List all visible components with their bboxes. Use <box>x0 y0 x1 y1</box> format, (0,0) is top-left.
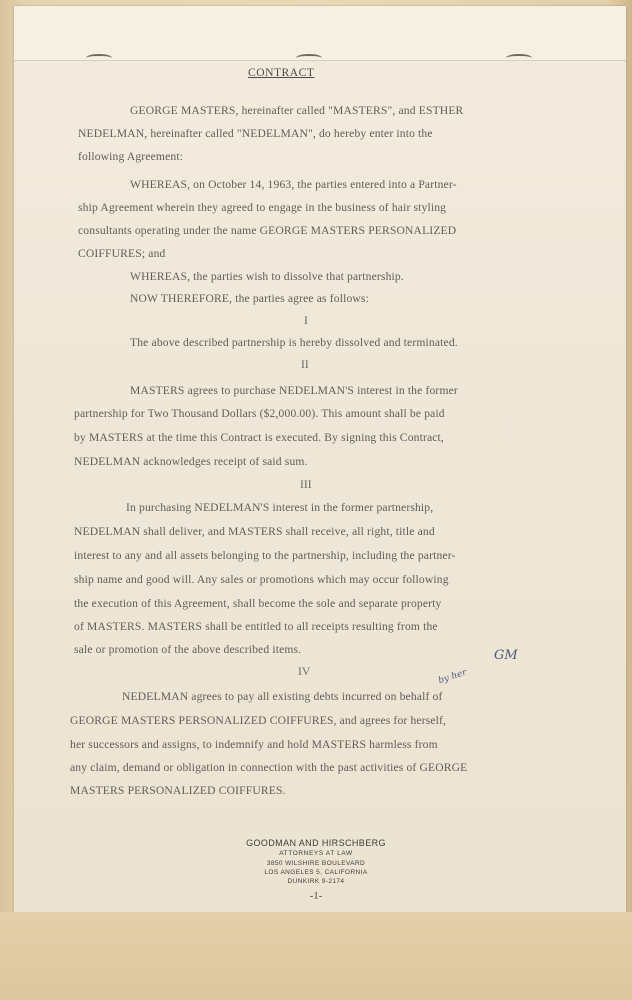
bottom-backing-strip <box>0 912 632 1000</box>
text-line: by MASTERS at the time this Contract is executed. By signing this Contract, <box>74 431 444 444</box>
text-line: WHEREAS, the parties wish to dissolve that partnership. <box>130 270 404 283</box>
page-top-fold <box>14 6 626 61</box>
text-line: following Agreement: <box>78 150 184 163</box>
text-line: consultants operating under the name GEORGE MASTERS PERSONALIZED <box>78 224 457 237</box>
text-line: sale or promotion of the above described items. <box>74 643 302 656</box>
text-line: MASTERS agrees to purchase NEDELMAN'S interest in the former <box>130 384 458 397</box>
firm-address: 3850 WILSHIRE BOULEVARD <box>266 860 366 867</box>
text-line: NEDELMAN, hereinafter called "NEDELMAN", do hereby enter into the <box>78 127 433 140</box>
text-line: interest to any and all assets belonging to the partnership, including the partner- <box>74 549 456 562</box>
firm-line: ATTORNEYS AT LAW <box>279 850 353 857</box>
staple-left <box>86 54 112 62</box>
section-number: IV <box>298 665 311 678</box>
handwritten-interlineation: by her <box>437 667 468 687</box>
firm-phone: DUNKIRK 9-2174 <box>287 878 345 885</box>
text-line: COIFFURES; and <box>78 247 166 260</box>
text-line: WHEREAS, on October 14, 1963, the parties entered into a Partner- <box>130 178 457 191</box>
text-line: GEORGE MASTERS, hereinafter called "MASTERS", and ESTHER <box>130 104 464 117</box>
text-line: NEDELMAN acknowledges receipt of said sum. <box>74 455 308 468</box>
law-firm-name: GOODMAN AND HIRSCHBERG <box>246 838 386 848</box>
text-line: NOW THEREFORE, the parties agree as follows: <box>130 292 369 305</box>
text-line: The above described partnership is hereby dissolved and terminated. <box>130 336 458 349</box>
section-number: III <box>300 478 312 491</box>
text-line: of MASTERS. MASTERS shall be entitled to all receipts resulting from the <box>74 620 438 633</box>
text-line: NEDELMAN shall deliver, and MASTERS shall receive, all right, title and <box>74 525 435 538</box>
contract-title: CONTRACT <box>248 66 315 79</box>
text-line: the execution of this Agreement, shall become the sole and separate property <box>74 597 442 610</box>
text-line: any claim, demand or obligation in connection with the past activities of GEORGE <box>70 761 468 774</box>
handwritten-initials: GM <box>494 648 518 663</box>
text-line: In purchasing NEDELMAN'S interest in the former partnership, <box>126 501 434 514</box>
page-number: -1- <box>309 890 323 902</box>
firm-city: LOS ANGELES 5, CALIFORNIA <box>264 869 368 876</box>
text-line: ship Agreement wherein they agreed to engage in the business of hair styling <box>78 201 447 214</box>
staple-center <box>296 54 322 62</box>
staple-right <box>506 54 532 62</box>
section-number: II <box>301 358 309 371</box>
text-line: GEORGE MASTERS PERSONALIZED COIFFURES, and agrees for herself, <box>70 714 447 727</box>
text-line: partnership for Two Thousand Dollars ($2,000.00). This amount shall be paid <box>74 407 445 420</box>
text-line: NEDELMAN agrees to pay all existing debts incurred on behalf of <box>122 690 443 703</box>
text-line: MASTERS PERSONALIZED COIFFURES. <box>70 784 286 797</box>
text-line: ship name and good will. Any sales or promotions which may occur following <box>74 573 449 586</box>
section-number: I <box>304 314 308 327</box>
text-line: her successors and assigns, to indemnify and hold MASTERS harmless from <box>70 738 438 751</box>
